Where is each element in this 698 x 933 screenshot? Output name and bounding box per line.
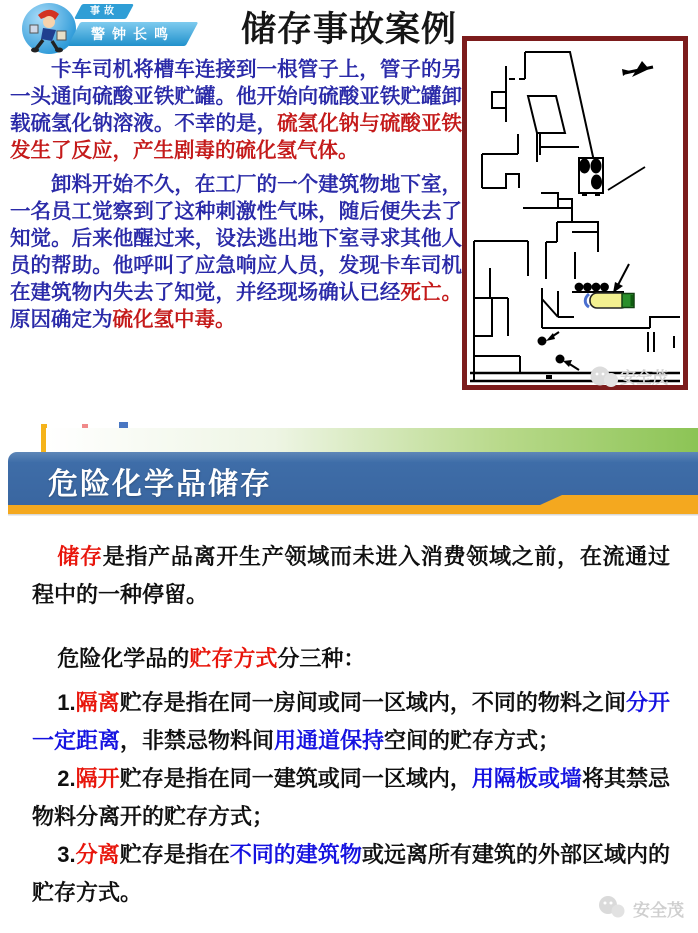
diagram-border [465, 39, 686, 388]
type-3-detached-storage: 3.分离贮存是指在不同的建筑物或远离所有建筑的外部区域内的贮存方式。 [32, 842, 670, 905]
page-title: 储存事故案例 [240, 10, 457, 49]
definition-paragraph: 储存是指产品离开生产领域而未进入消费领域之前，在流通过程中的一种停留。 [32, 544, 670, 607]
case-paragraph-1: 卡车司机将槽车连接到一根管子上，管子的另一头通向硫酸亚铁贮罐。他开始向硫酸亚铁贮罐卸载硫氢化钠溶液。不幸的是，硫氢化钠与硫酸亚铁发生了反应，产生剧毒的硫化氢气体。 [10, 58, 463, 162]
type-1-isolated-storage: 1.隔离贮存是指在同一房间或同一区域内，不同的物料之间分开一定距离，非禁忌物料间用通道保持空间的贮存方式； [32, 690, 670, 753]
diagram-watermark [591, 367, 669, 388]
banner-green-gradient [46, 428, 698, 452]
section-title: 危险化学品储存 [48, 468, 272, 501]
case-paragraph-2: 卸料开始不久，在工厂的一个建筑物地下室，一名员工觉察到了这种刺激性气味，随后便失去了知觉。后来他醒过来，设法逃出地下室寻求其他人员的帮助。他呼叫了应急响应人员，发现卡车司机在建筑物内失去了知觉，并经现场确认已经死亡。原因确定为硫化氢中毒。 [10, 173, 463, 331]
plant-layout-diagram [462, 36, 688, 390]
type-2-segregated-storage: 2.隔开贮存是指在同一建筑或同一区域内，用隔板或墙将其禁忌物料分离开的贮存方式； [32, 766, 670, 829]
page-watermark-label: 安全茂 [633, 900, 684, 920]
wechat-logo-icon [597, 895, 627, 921]
storage-definition-block [32, 514, 670, 912]
page-watermark [597, 895, 684, 921]
case-text-block [10, 56, 462, 340]
logo-badge-accident-label: 事故 [90, 6, 118, 17]
types-intro-paragraph: 危险化学品的贮存方式分三种： [57, 646, 366, 671]
logo-badge-alarm-label: 警钟长鸣 [91, 26, 175, 42]
svg-text:安全茂: 安全茂 [620, 370, 669, 387]
